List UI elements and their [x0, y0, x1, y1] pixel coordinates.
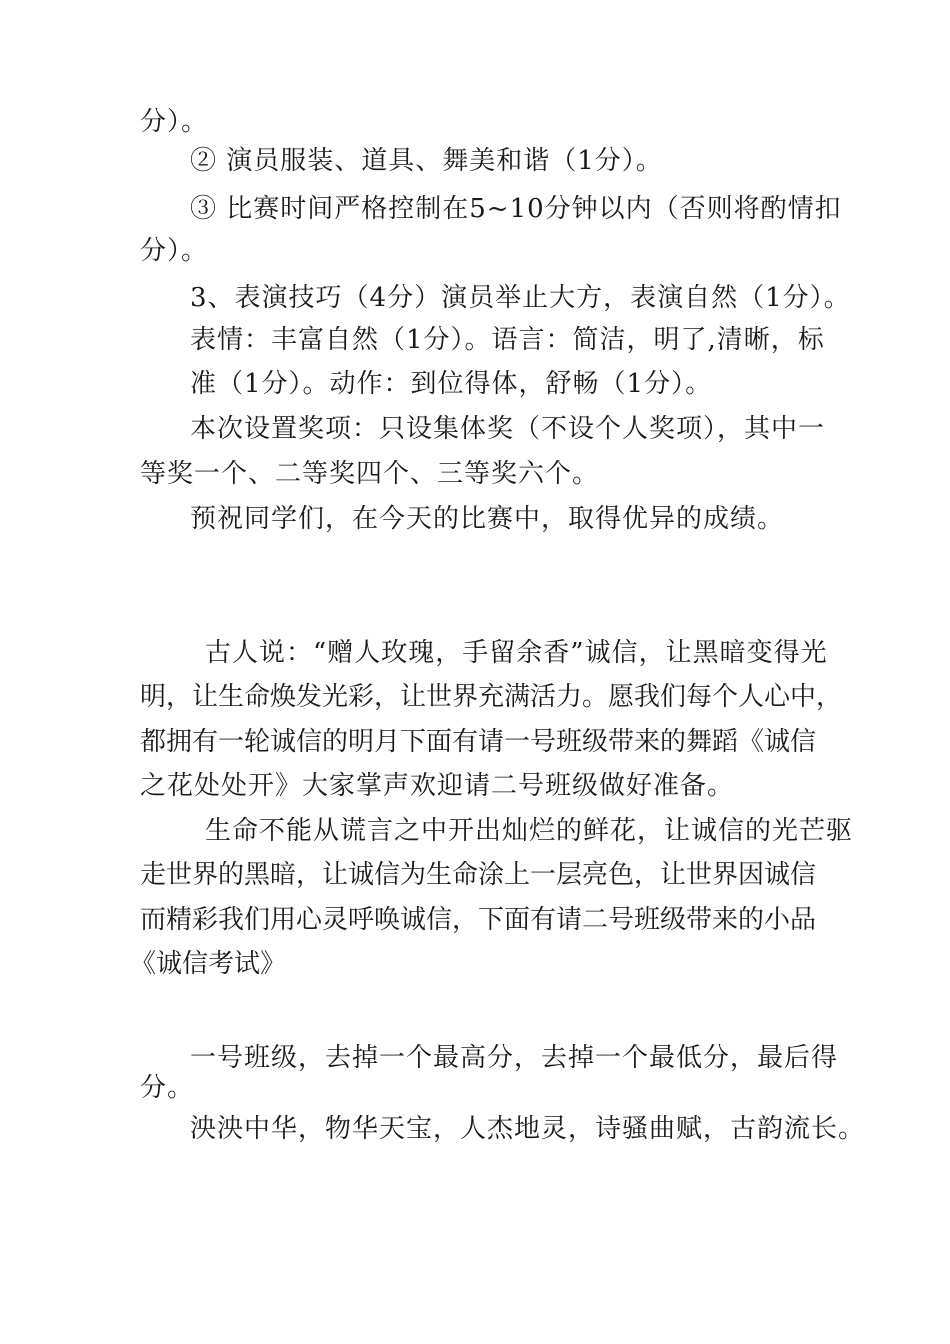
- text-line: 古人说：“赠人玫瑰，手留余香”诚信，让黑暗变得光: [205, 638, 828, 668]
- text-line: 分）。: [140, 107, 209, 137]
- text-line: 都拥有一轮诚信的明月下面有请一号班级带来的舞蹈《诚信: [140, 727, 817, 757]
- text-line: 预祝同学们，在今天的比赛中，取得优异的成绩。: [190, 504, 785, 534]
- text-line: 明，让生命焕发光彩，让世界充满活力。愿我们每个人心中，: [140, 682, 843, 712]
- text-line: 表情：丰富自然（1分）。语言：简洁，明了,清晰，标: [190, 325, 825, 355]
- text-line: 生命不能从谎言之中开出灿烂的鲜花，让诚信的光芒驱: [205, 816, 854, 846]
- text-line: 之花处处开》大家掌声欢迎请二号班级做好准备。: [140, 771, 735, 801]
- text-line: 等奖一个、二等奖四个、三等奖六个。: [140, 459, 600, 489]
- text-line: 一号班级，去掉一个最高分，去掉一个最低分，最后得: [190, 1043, 839, 1073]
- text-line: 分。: [140, 1073, 195, 1103]
- text-line: ② 演员服装、道具、舞美和谐（1分）。: [190, 146, 663, 176]
- text-line: 《诚信考试》: [130, 949, 287, 979]
- text-line: 本次设置奖项：只设集体奖（不设个人奖项），其中一: [190, 414, 826, 444]
- text-line: 准（1分）。动作：到位得体，舒畅（1分）。: [190, 369, 713, 399]
- text-line: 3、表演技巧（4分）演员举止大方，表演自然（1分）。: [190, 283, 851, 313]
- text-line: 泱泱中华，物华天宝，人杰地灵，诗骚曲赋，古韵流长。: [190, 1114, 866, 1144]
- text-line: 走世界的黑暗，让诚信为生命涂上一层亮色，让世界因诚信: [140, 860, 817, 890]
- text-line: 而精彩我们用心灵呼唤诚信，下面有请二号班级带来的小品: [140, 905, 817, 935]
- text-line: 分）。: [140, 236, 209, 266]
- text-line: ③ 比赛时间严格控制在5~10分钟以内（否则将酌情扣: [190, 194, 842, 224]
